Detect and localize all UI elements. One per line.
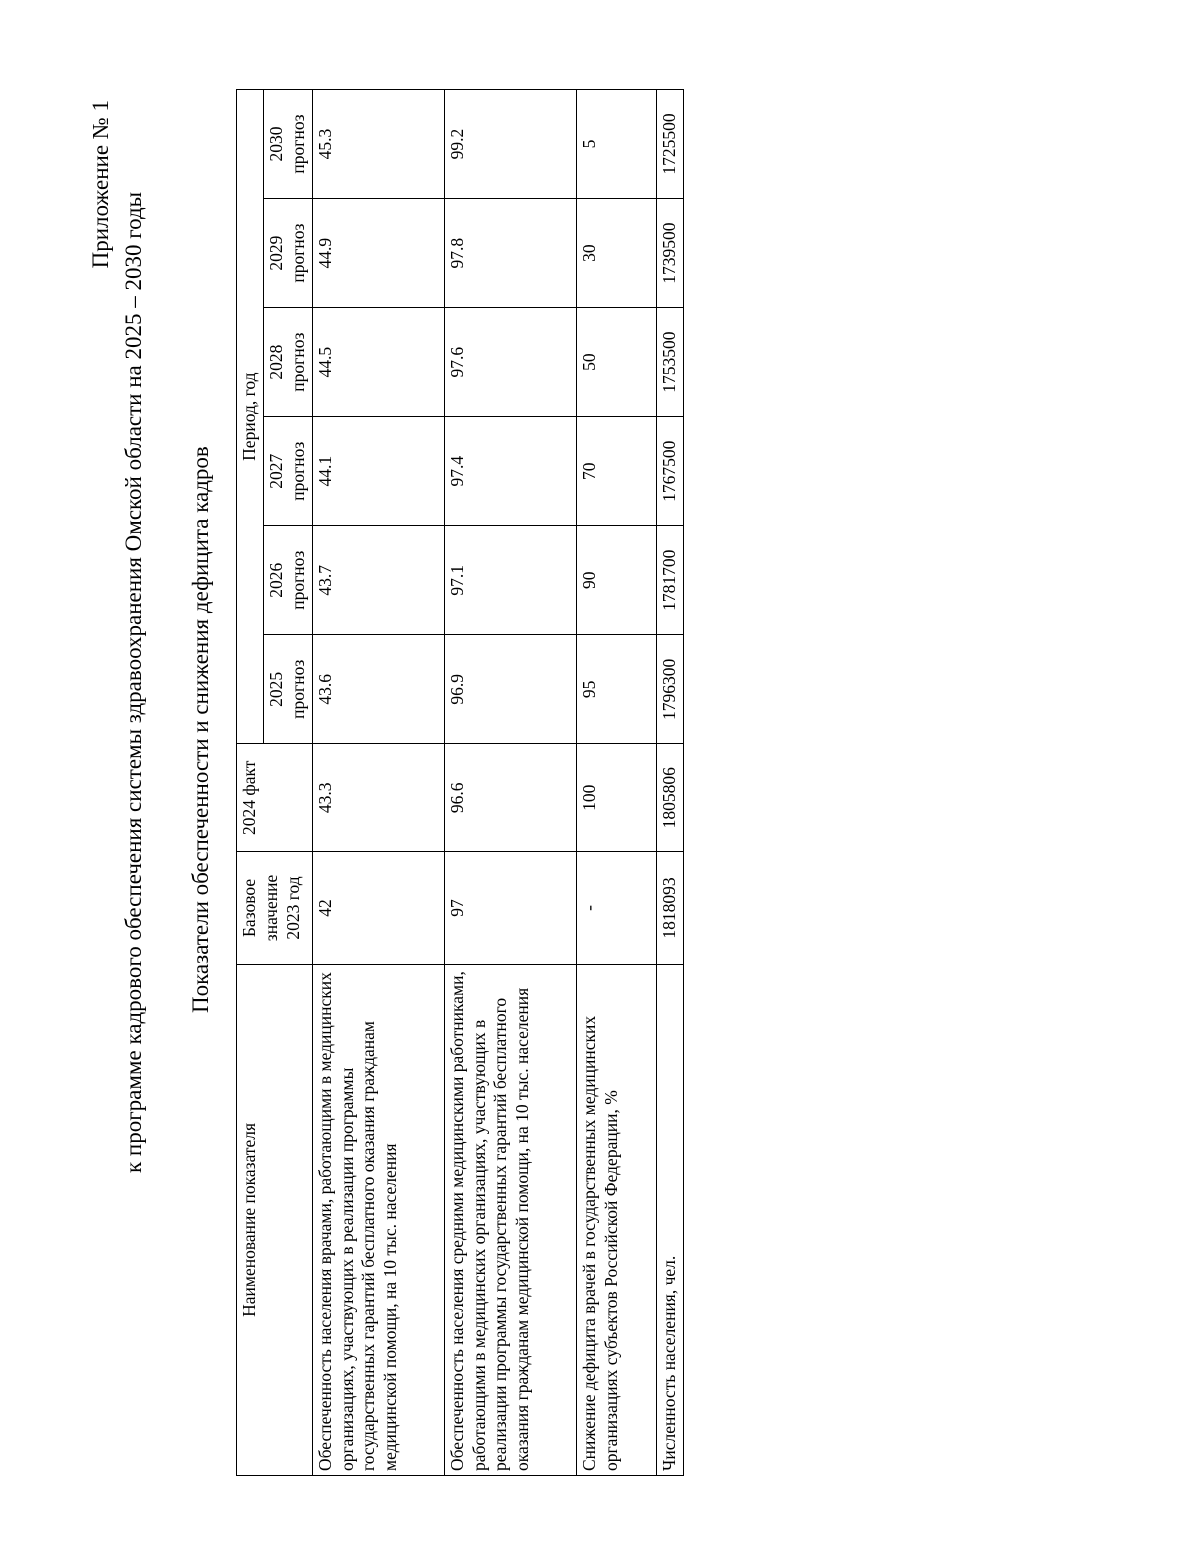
year-2026: 2026 прогноз xyxy=(263,526,312,635)
cell-value: 1781700 xyxy=(656,526,683,635)
cell-value: 1767500 xyxy=(656,417,683,526)
cell-value: 97.8 xyxy=(444,199,576,308)
table-row xyxy=(312,90,444,1476)
cell-value: 97.1 xyxy=(444,526,576,635)
row-name: Обеспеченность населения средними медицинскими работниками, работающими в медицинских организациях, участвующих в реализации программы государственных гарантий бесплатного оказания гражданам медицинской помощи, на 10 тыс. населения xyxy=(444,964,576,1475)
cell-value: 1753500 xyxy=(656,308,683,417)
year-2027: 2027 прогноз xyxy=(263,417,312,526)
table-header-row xyxy=(237,90,264,1476)
document-title: Показатели обеспеченности и снижения дефицита кадров xyxy=(188,446,213,1013)
header-base: Базовое значение 2023 год xyxy=(237,852,313,965)
cell-value: 30 xyxy=(576,199,656,308)
cell-value: 44.9 xyxy=(312,199,444,308)
cell-value: 100 xyxy=(576,744,656,852)
year-2028: 2028 прогноз xyxy=(263,308,312,417)
row-name: Обеспеченность населения врачами, работающими в медицинских организациях, участвующих в реализации программы государственных гарантий бесплатного оказания гражданам медицинской помощи, на 10 тыс. населения xyxy=(312,964,444,1475)
cell-value: 1725500 xyxy=(656,90,683,199)
row-name: Снижение дефицита врачей в государственных медицинских организациях субъектов Российской Федерации, % xyxy=(576,964,656,1475)
cell-value: 97.4 xyxy=(444,417,576,526)
cell-value: 1805806 xyxy=(656,744,683,852)
cell-value: 5 xyxy=(576,90,656,199)
cell-value: 99.2 xyxy=(444,90,576,199)
appendix-subtitle: к программе кадрового обеспечения системы здравоохранения Омской области на 2025 – 2030 годы xyxy=(121,191,146,1173)
cell-value: 95 xyxy=(576,635,656,744)
cell-value: 42 xyxy=(312,852,444,965)
cell-value: 1796300 xyxy=(656,635,683,744)
cell-value: 45.3 xyxy=(312,90,444,199)
cell-value: 1818093 xyxy=(656,852,683,965)
header-period: Период, год xyxy=(237,90,264,744)
cell-value: 43.3 xyxy=(312,744,444,852)
year-2025: 2025 прогноз xyxy=(263,635,312,744)
year-2029: 2029 прогноз xyxy=(263,199,312,308)
cell-value: 44.5 xyxy=(312,308,444,417)
table-row xyxy=(576,90,656,1476)
appendix-number: Приложение № 1 xyxy=(88,100,113,269)
table-row xyxy=(444,90,576,1476)
header-name: Наименование показателя xyxy=(237,964,313,1475)
table-row xyxy=(656,90,683,1476)
cell-value: 1739500 xyxy=(656,199,683,308)
cell-value: 44.1 xyxy=(312,417,444,526)
header-2024: 2024 факт xyxy=(237,744,313,852)
cell-value: 43.7 xyxy=(312,526,444,635)
row-name: Численность населения, чел. xyxy=(656,964,683,1475)
cell-value: 90 xyxy=(576,526,656,635)
indicators-table xyxy=(236,89,684,1476)
cell-value: 97.6 xyxy=(444,308,576,417)
cell-value: - xyxy=(576,852,656,965)
cell-value: 97 xyxy=(444,852,576,965)
cell-value: 96.9 xyxy=(444,635,576,744)
cell-value: 43.6 xyxy=(312,635,444,744)
year-2030: 2030 прогноз xyxy=(263,90,312,199)
cell-value: 70 xyxy=(576,417,656,526)
cell-value: 50 xyxy=(576,308,656,417)
cell-value: 96.6 xyxy=(444,744,576,852)
